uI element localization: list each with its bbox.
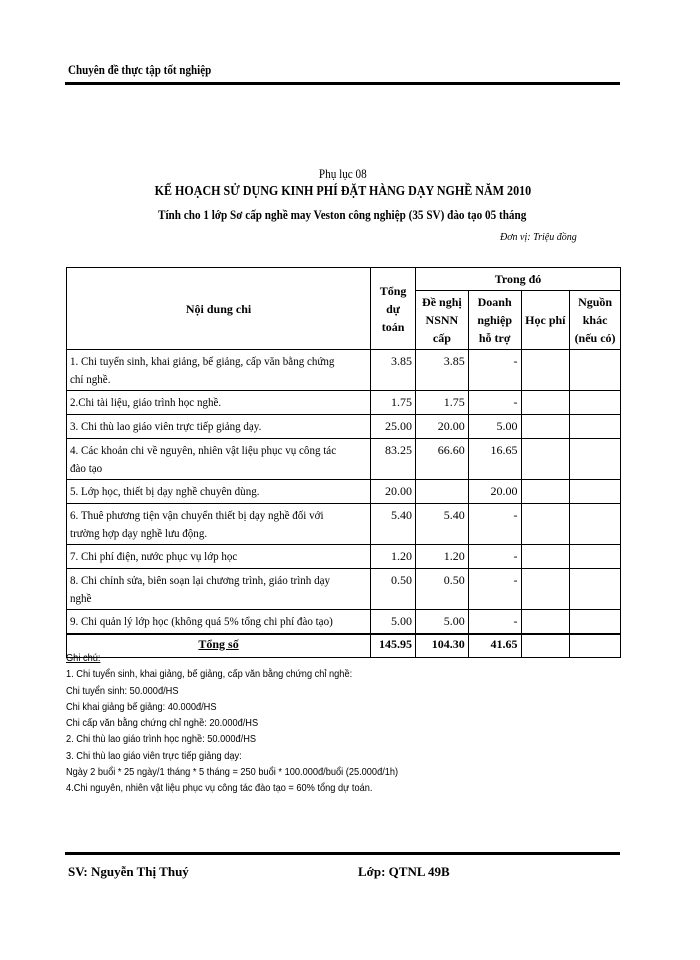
table-row <box>67 439 621 480</box>
row-nsnn: 1.20 <box>416 545 469 569</box>
row-total: 83.25 <box>371 439 416 480</box>
footer-class: Lớp: QTNL 49B <box>358 864 450 879</box>
note-line: 1. Chi tuyển sinh, khai giảng, bế giảng, cấp văn bằng chứng chỉ nghề: <box>66 668 353 681</box>
row-total: 1.20 <box>371 545 416 569</box>
row-total: 25.00 <box>371 415 416 439</box>
row-tuition <box>521 439 570 480</box>
note-line: 2. Chi thù lao giáo trình học nghề: 50.000đ/HS <box>66 733 257 746</box>
header-group: Trong đó <box>416 268 621 291</box>
row-nsnn: 5.40 <box>416 504 469 545</box>
row-label: 6. Thuê phương tiện vận chuyển thiết bị dạy nghề đối với trường hợp dạy nghề lưu động. <box>67 504 371 545</box>
row-nsnn: 3.85 <box>416 350 469 391</box>
row-other <box>570 415 621 439</box>
row-enterprise: - <box>468 545 521 569</box>
row-nsnn: 0.50 <box>416 569 469 610</box>
row-nsnn <box>416 480 469 504</box>
header-rule <box>65 82 620 85</box>
header-content: Nội dung chi <box>67 268 371 350</box>
note-line: Chi khai giảng bế giảng: 40.000đ/HS <box>66 700 217 713</box>
page-header: Chuyên đề thực tập tốt nghiệp <box>68 62 212 77</box>
notes-section <box>66 650 621 797</box>
row-label: 5. Lớp học, thiết bị dạy nghề chuyên dùng. <box>67 480 371 504</box>
row-other <box>570 545 621 569</box>
row-total: 5.00 <box>371 610 416 635</box>
row-enterprise: 16.65 <box>468 439 521 480</box>
row-enterprise: - <box>468 504 521 545</box>
row-tuition <box>521 610 570 635</box>
note-line: 4.Chi nguyên, nhiên vật liệu phục vụ công tác đào tạo = 60% tổng dự toán. <box>66 782 373 795</box>
table-row <box>67 545 621 569</box>
row-total: 1.75 <box>371 391 416 415</box>
row-other <box>570 480 621 504</box>
row-total: 3.85 <box>371 350 416 391</box>
row-nsnn: 5.00 <box>416 610 469 635</box>
row-nsnn: 1.75 <box>416 391 469 415</box>
row-enterprise: - <box>468 610 521 635</box>
table-row <box>67 610 621 635</box>
total-total: 145.95 <box>371 634 416 658</box>
document-title: KẾ HOẠCH SỬ DỤNG KINH PHÍ ĐẶT HÀNG DẠY NGHỀ NĂM 2010 <box>154 184 531 199</box>
table-row <box>67 480 621 504</box>
note-line: 3. Chi thù lao giáo viên trực tiếp giảng dạy: <box>66 749 242 762</box>
row-other <box>570 610 621 635</box>
row-enterprise: - <box>468 350 521 391</box>
row-label: 1. Chi tuyển sinh, khai giảng, bế giảng, cấp văn bằng chứng chỉ nghề. <box>67 350 371 391</box>
row-label: 7. Chi phí điện, nước phục vụ lớp học <box>67 545 371 569</box>
notes-heading: Ghi chú: <box>66 652 101 664</box>
table-row <box>67 350 621 391</box>
table-row <box>67 569 621 610</box>
row-tuition <box>521 569 570 610</box>
footer-rule <box>65 852 620 855</box>
row-enterprise: 20.00 <box>468 480 521 504</box>
row-other <box>570 391 621 415</box>
row-total: 20.00 <box>371 480 416 504</box>
table-row <box>67 415 621 439</box>
row-label: 3. Chi thù lao giáo viên trực tiếp giảng dạy. <box>67 415 371 439</box>
row-other <box>570 350 621 391</box>
row-tuition <box>521 391 570 415</box>
row-label: 2.Chi tài liệu, giáo trình học nghề. <box>67 391 371 415</box>
row-nsnn: 66.60 <box>416 439 469 480</box>
unit-label: Đơn vị: Triệu đồng <box>500 232 577 243</box>
note-line: Chi cấp văn bằng chứng chỉ nghề: 20.000đ/HS <box>66 717 259 730</box>
row-nsnn: 20.00 <box>416 415 469 439</box>
header-nsnn: Đề nghị NSNN cấp <box>416 291 469 350</box>
row-other <box>570 569 621 610</box>
header-tuition: Học phí <box>521 291 570 350</box>
row-enterprise: - <box>468 391 521 415</box>
row-total: 5.40 <box>371 504 416 545</box>
row-total: 0.50 <box>371 569 416 610</box>
row-tuition <box>521 545 570 569</box>
note-line: Ngày 2 buổi * 25 ngày/1 tháng * 5 tháng = 250 buổi * 100.000đ/buổi (25.000đ/1h) <box>66 766 399 779</box>
footer-student: SV: Nguyễn Thị Thuý <box>68 864 189 879</box>
table-row <box>67 504 621 545</box>
row-label: 9. Chi quản lý lớp học (không quá 5% tổng chi phí đào tạo) <box>67 610 371 635</box>
total-enterprise: 41.65 <box>468 634 521 658</box>
header-enterprise: Doanh nghiệp hỗ trợ <box>468 291 521 350</box>
header-total: Tổng dự toán <box>371 268 416 350</box>
row-enterprise: - <box>468 569 521 610</box>
total-label: Tổng số <box>67 634 371 658</box>
row-label: 8. Chi chỉnh sửa, biên soạn lại chương trình, giáo trình dạy nghề <box>67 569 371 610</box>
row-tuition <box>521 480 570 504</box>
row-tuition <box>521 504 570 545</box>
appendix-label: Phụ lục 08 <box>318 166 367 181</box>
table-row <box>67 391 621 415</box>
row-tuition <box>521 415 570 439</box>
header-other: Nguồn khác (nếu có) <box>570 291 621 350</box>
total-nsnn: 104.30 <box>416 634 469 658</box>
row-other <box>570 504 621 545</box>
budget-table <box>66 267 621 658</box>
row-enterprise: 5.00 <box>468 415 521 439</box>
row-tuition <box>521 350 570 391</box>
row-other <box>570 439 621 480</box>
row-label: 4. Các khoản chi về nguyên, nhiên vật liệu phục vụ công tác đào tạo <box>67 439 371 480</box>
note-line: Chi tuyển sinh: 50.000đ/HS <box>66 684 179 697</box>
document-subtitle: Tính cho 1 lớp Sơ cấp nghề may Veston công nghiệp (35 SV) đào tạo 05 tháng <box>158 207 527 222</box>
